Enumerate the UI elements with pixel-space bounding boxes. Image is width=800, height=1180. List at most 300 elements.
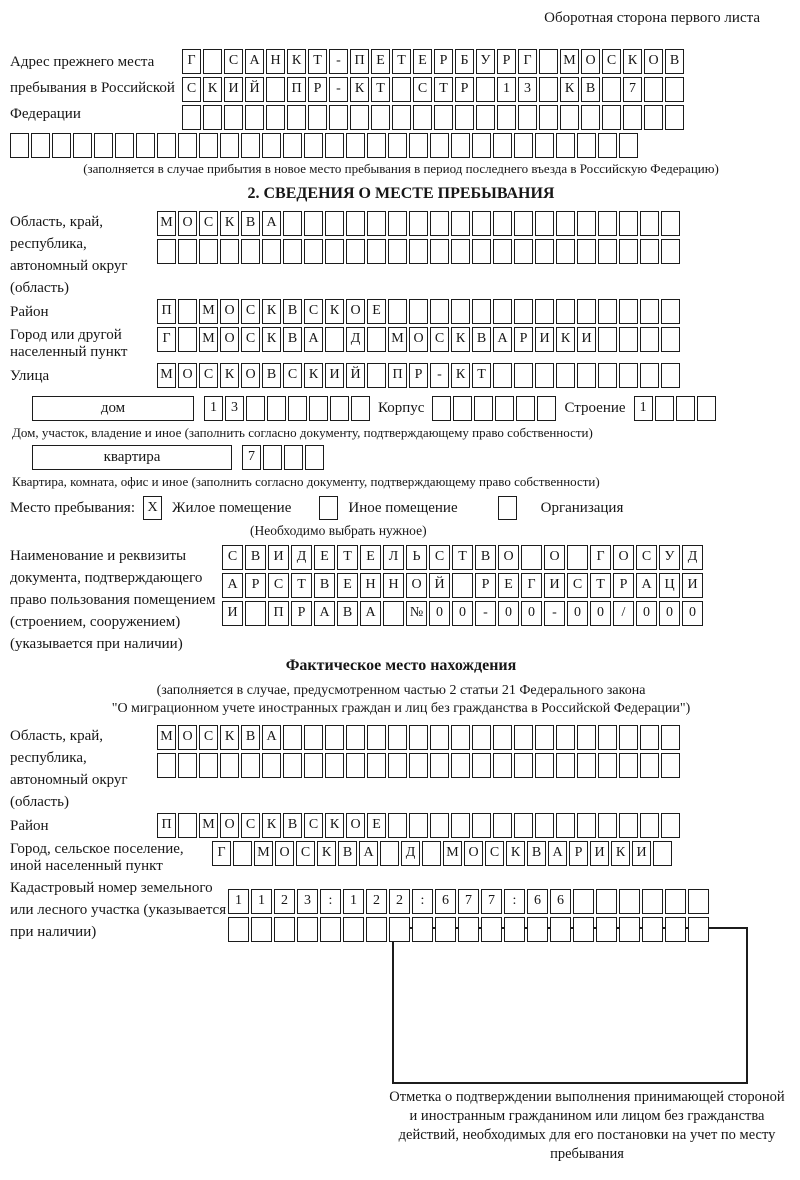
- char-cell: [556, 363, 575, 388]
- char-cell: -: [475, 601, 496, 626]
- char-cell: [556, 753, 575, 778]
- char-cell: [619, 133, 638, 158]
- char-cell: [241, 753, 260, 778]
- region-row-2: [157, 239, 680, 264]
- street-label: Улица: [10, 368, 50, 384]
- char-cell: [535, 299, 554, 324]
- char-cell: А: [304, 327, 323, 352]
- char-cell: [178, 753, 197, 778]
- char-cell: [409, 299, 428, 324]
- fact-title: Фактическое место нахождения: [285, 657, 517, 674]
- char-cell: [351, 396, 370, 421]
- char-cell: Е: [413, 49, 432, 74]
- char-cell: Е: [314, 545, 335, 570]
- char-cell: О: [220, 813, 239, 838]
- char-cell: В: [337, 601, 358, 626]
- street-block: [10, 363, 792, 391]
- char-cell: [380, 841, 399, 866]
- char-cell: [642, 917, 663, 942]
- char-cell: [388, 753, 407, 778]
- fact-district-row: [157, 813, 680, 838]
- char-cell: [596, 889, 617, 914]
- char-cell: [325, 133, 344, 158]
- char-cell: 7: [481, 889, 502, 914]
- char-cell: [602, 105, 621, 130]
- char-cell: В: [283, 813, 302, 838]
- char-cell: [388, 133, 407, 158]
- char-cell: [283, 133, 302, 158]
- char-cell: [665, 105, 684, 130]
- char-cell: [661, 239, 680, 264]
- doc-grid: [222, 545, 703, 629]
- char-cell: [245, 601, 266, 626]
- char-cell: [367, 239, 386, 264]
- char-cell: [274, 917, 295, 942]
- char-cell: М: [254, 841, 273, 866]
- char-cell: К: [623, 49, 642, 74]
- char-cell: О: [613, 545, 634, 570]
- char-cell: С: [567, 573, 588, 598]
- char-cell: [383, 601, 404, 626]
- char-cell: [598, 299, 617, 324]
- house-box-label: дом: [32, 396, 194, 421]
- char-cell: 0: [429, 601, 450, 626]
- char-cell: [451, 299, 470, 324]
- char-cell: [266, 77, 285, 102]
- char-cell: [325, 725, 344, 750]
- char-cell: [178, 133, 197, 158]
- char-cell: [430, 725, 449, 750]
- char-cell: С: [283, 363, 302, 388]
- fact-city-row: [212, 841, 672, 866]
- char-cell: -: [329, 77, 348, 102]
- char-cell: [241, 133, 260, 158]
- char-cell: К: [556, 327, 575, 352]
- char-cell: [474, 396, 493, 421]
- char-cell: [661, 363, 680, 388]
- char-cell: [493, 133, 512, 158]
- char-cell: 2: [389, 889, 410, 914]
- char-cell: Т: [337, 545, 358, 570]
- char-cell: М: [157, 363, 176, 388]
- prev-address-label: Адрес прежнего места пребывания в Российской Федерации: [10, 54, 175, 122]
- char-cell: [556, 211, 575, 236]
- apartment-block: [10, 445, 792, 473]
- char-cell: [535, 363, 554, 388]
- district-block: [10, 299, 792, 327]
- prev-address-row-4: [10, 133, 792, 158]
- char-cell: Р: [245, 573, 266, 598]
- char-cell: Д: [401, 841, 420, 866]
- char-cell: 0: [659, 601, 680, 626]
- stay-type-option-other: Иное помещение: [348, 499, 458, 516]
- header-note: Оборотная сторона первого листа: [544, 10, 760, 26]
- char-cell: Г: [518, 49, 537, 74]
- char-cell: 3: [297, 889, 318, 914]
- char-cell: [367, 327, 386, 352]
- char-cell: 1: [228, 889, 249, 914]
- stamp-area: [386, 927, 788, 1164]
- char-cell: С: [222, 545, 243, 570]
- char-cell: [430, 133, 449, 158]
- char-cell: [267, 396, 286, 421]
- char-cell: [288, 396, 307, 421]
- char-cell: О: [178, 725, 197, 750]
- char-cell: 0: [636, 601, 657, 626]
- char-cell: [203, 105, 222, 130]
- cadastre-grid: [228, 877, 709, 945]
- char-cell: [115, 133, 134, 158]
- char-cell: Л: [383, 545, 404, 570]
- char-cell: И: [544, 573, 565, 598]
- char-cell: 0: [498, 601, 519, 626]
- char-cell: [537, 396, 556, 421]
- char-cell: О: [241, 363, 260, 388]
- char-cell: У: [659, 545, 680, 570]
- char-cell: В: [581, 77, 600, 102]
- char-cell: Т: [452, 545, 473, 570]
- char-cell: [94, 133, 113, 158]
- char-cell: [157, 753, 176, 778]
- char-cell: [305, 445, 324, 470]
- char-cell: Г: [521, 573, 542, 598]
- char-cell: [283, 725, 302, 750]
- char-cell: [539, 77, 558, 102]
- char-cell: В: [241, 211, 260, 236]
- char-cell: [409, 211, 428, 236]
- char-cell: [432, 396, 451, 421]
- char-cell: [246, 396, 265, 421]
- char-cell: [304, 725, 323, 750]
- stay-type-checkbox-residential: X: [143, 496, 162, 520]
- char-cell: Т: [472, 363, 491, 388]
- char-cell: [619, 211, 638, 236]
- stay-type-option-residential: Жилое помещение: [172, 499, 292, 516]
- char-cell: В: [472, 327, 491, 352]
- char-cell: [514, 133, 533, 158]
- char-cell: Г: [182, 49, 201, 74]
- char-cell: О: [409, 327, 428, 352]
- char-cell: П: [350, 49, 369, 74]
- char-cell: [453, 396, 472, 421]
- char-cell: [514, 363, 533, 388]
- stroenie-cells: [634, 396, 716, 421]
- house-cells: [204, 396, 370, 421]
- char-cell: Г: [590, 545, 611, 570]
- char-cell: А: [245, 49, 264, 74]
- char-cell: К: [262, 813, 281, 838]
- char-cell: [157, 133, 176, 158]
- city-label: Город или другой населенный пункт: [10, 327, 128, 360]
- char-cell: [476, 105, 495, 130]
- char-cell: [644, 105, 663, 130]
- char-cell: [577, 299, 596, 324]
- char-cell: 7: [242, 445, 261, 470]
- char-cell: 0: [682, 601, 703, 626]
- char-cell: [623, 105, 642, 130]
- char-cell: Т: [291, 573, 312, 598]
- char-cell: [539, 105, 558, 130]
- char-cell: А: [636, 573, 657, 598]
- char-cell: П: [157, 813, 176, 838]
- char-cell: Т: [392, 49, 411, 74]
- char-cell: В: [283, 299, 302, 324]
- char-cell: [581, 105, 600, 130]
- char-cell: [514, 211, 533, 236]
- char-cell: А: [493, 327, 512, 352]
- char-cell: [73, 133, 92, 158]
- char-cell: [493, 753, 512, 778]
- char-cell: М: [199, 813, 218, 838]
- char-cell: Е: [367, 299, 386, 324]
- region-row-1: [157, 211, 680, 236]
- char-cell: О: [346, 813, 365, 838]
- char-cell: [157, 239, 176, 264]
- char-cell: А: [548, 841, 567, 866]
- region-grid: [157, 211, 680, 267]
- apartment-box-label: квартира: [32, 445, 232, 470]
- char-cell: [573, 917, 594, 942]
- char-cell: [567, 545, 588, 570]
- char-cell: [203, 49, 222, 74]
- region-block: [10, 211, 792, 299]
- char-cell: [178, 239, 197, 264]
- char-cell: И: [268, 545, 289, 570]
- char-cell: А: [360, 601, 381, 626]
- char-cell: К: [287, 49, 306, 74]
- stay-type-label: Место пребывания:: [10, 499, 135, 516]
- fact-region-block: [10, 725, 792, 813]
- char-cell: В: [475, 545, 496, 570]
- char-cell: [346, 725, 365, 750]
- char-cell: [550, 917, 571, 942]
- char-cell: [388, 725, 407, 750]
- char-cell: Р: [514, 327, 533, 352]
- char-cell: П: [388, 363, 407, 388]
- char-cell: О: [464, 841, 483, 866]
- city-block: [10, 327, 792, 361]
- char-cell: А: [314, 601, 335, 626]
- char-cell: [434, 105, 453, 130]
- char-cell: [619, 239, 638, 264]
- char-cell: [388, 239, 407, 264]
- char-cell: С: [430, 327, 449, 352]
- char-cell: 1: [204, 396, 223, 421]
- char-cell: Р: [569, 841, 588, 866]
- char-cell: [661, 753, 680, 778]
- char-cell: [350, 105, 369, 130]
- char-cell: 0: [590, 601, 611, 626]
- char-cell: И: [535, 327, 554, 352]
- char-cell: [409, 133, 428, 158]
- char-cell: [676, 396, 695, 421]
- char-cell: -: [329, 49, 348, 74]
- char-cell: [598, 725, 617, 750]
- char-cell: Е: [498, 573, 519, 598]
- char-cell: [330, 396, 349, 421]
- char-cell: [640, 239, 659, 264]
- char-cell: [304, 211, 323, 236]
- char-cell: К: [611, 841, 630, 866]
- char-cell: [430, 239, 449, 264]
- char-cell: [136, 133, 155, 158]
- char-cell: [320, 917, 341, 942]
- char-cell: К: [203, 77, 222, 102]
- char-cell: К: [350, 77, 369, 102]
- char-cell: 0: [452, 601, 473, 626]
- char-cell: Р: [497, 49, 516, 74]
- char-cell: [661, 299, 680, 324]
- char-cell: [619, 299, 638, 324]
- char-cell: 1: [634, 396, 653, 421]
- char-cell: [665, 77, 684, 102]
- region-label: Область, край, республика, автономный округ (область): [10, 214, 128, 296]
- char-cell: Е: [371, 49, 390, 74]
- char-cell: :: [320, 889, 341, 914]
- char-cell: [346, 239, 365, 264]
- char-cell: [346, 753, 365, 778]
- char-cell: [688, 917, 709, 942]
- char-cell: [472, 725, 491, 750]
- fact-district-block: [10, 813, 792, 841]
- char-cell: [263, 445, 282, 470]
- char-cell: [228, 917, 249, 942]
- char-cell: [619, 327, 638, 352]
- char-cell: [556, 813, 575, 838]
- char-cell: [539, 49, 558, 74]
- char-cell: [430, 813, 449, 838]
- char-cell: [366, 917, 387, 942]
- char-cell: [521, 545, 542, 570]
- char-cell: А: [262, 725, 281, 750]
- char-cell: В: [283, 327, 302, 352]
- char-cell: В: [314, 573, 335, 598]
- char-cell: К: [304, 363, 323, 388]
- char-cell: О: [406, 573, 427, 598]
- cadastre-label: Кадастровый номер земельного или лесного участка (указывается при наличии): [10, 880, 227, 940]
- char-cell: [251, 917, 272, 942]
- char-cell: [535, 211, 554, 236]
- char-cell: [535, 133, 554, 158]
- korpus-cells: [432, 396, 556, 421]
- stamp-box: [392, 927, 748, 1084]
- char-cell: С: [304, 813, 323, 838]
- char-cell: М: [199, 327, 218, 352]
- char-cell: [304, 239, 323, 264]
- char-cell: [497, 105, 516, 130]
- char-cell: [182, 105, 201, 130]
- char-cell: [472, 753, 491, 778]
- char-cell: [287, 105, 306, 130]
- char-cell: [413, 105, 432, 130]
- char-cell: О: [644, 49, 663, 74]
- char-cell: [178, 327, 197, 352]
- char-cell: [178, 299, 197, 324]
- char-cell: [241, 239, 260, 264]
- char-cell: М: [157, 211, 176, 236]
- char-cell: В: [665, 49, 684, 74]
- char-cell: А: [359, 841, 378, 866]
- char-cell: [452, 573, 473, 598]
- fact-caption-line2: "О миграционном учете иностранных граждан и лиц без гражданства в Российской Федерации"): [111, 701, 691, 716]
- char-cell: [653, 841, 672, 866]
- char-cell: О: [498, 545, 519, 570]
- char-cell: [199, 239, 218, 264]
- char-cell: [556, 239, 575, 264]
- char-cell: [392, 77, 411, 102]
- char-cell: [514, 239, 533, 264]
- char-cell: [451, 239, 470, 264]
- char-cell: Т: [434, 77, 453, 102]
- char-cell: [577, 725, 596, 750]
- char-cell: Р: [455, 77, 474, 102]
- stay-type-option-organization: Организация: [540, 499, 624, 516]
- char-cell: [472, 133, 491, 158]
- street-row: [157, 363, 680, 388]
- char-cell: [640, 363, 659, 388]
- char-cell: [367, 725, 386, 750]
- char-cell: [297, 917, 318, 942]
- char-cell: Т: [590, 573, 611, 598]
- char-cell: Н: [360, 573, 381, 598]
- doc-label: Наименование и реквизиты документа, подтверждающего право пользования помещением (строением, сооружением) (указывается при наличии): [10, 548, 216, 652]
- char-cell: [451, 725, 470, 750]
- char-cell: [688, 889, 709, 914]
- char-cell: [661, 813, 680, 838]
- char-cell: [346, 133, 365, 158]
- char-cell: [329, 105, 348, 130]
- char-cell: [598, 239, 617, 264]
- doc-row-1: [222, 545, 703, 570]
- char-cell: [602, 77, 621, 102]
- char-cell: [199, 133, 218, 158]
- char-cell: [346, 211, 365, 236]
- char-cell: [598, 211, 617, 236]
- char-cell: [367, 363, 386, 388]
- char-cell: [451, 211, 470, 236]
- char-cell: [367, 753, 386, 778]
- char-cell: [472, 813, 491, 838]
- char-cell: [31, 133, 50, 158]
- char-cell: [535, 753, 554, 778]
- korpus-label: Корпус: [378, 400, 425, 416]
- char-cell: И: [224, 77, 243, 102]
- fact-region-label: Область, край, республика, автономный округ (область): [10, 728, 128, 810]
- char-cell: 6: [550, 889, 571, 914]
- char-cell: С: [268, 573, 289, 598]
- char-cell: [577, 753, 596, 778]
- char-cell: К: [451, 327, 470, 352]
- char-cell: С: [429, 545, 450, 570]
- char-cell: [481, 917, 502, 942]
- char-cell: [504, 917, 525, 942]
- char-cell: И: [590, 841, 609, 866]
- char-cell: Т: [371, 77, 390, 102]
- char-cell: [266, 105, 285, 130]
- char-cell: Р: [434, 49, 453, 74]
- char-cell: Ь: [406, 545, 427, 570]
- char-cell: О: [178, 211, 197, 236]
- char-cell: 1: [343, 889, 364, 914]
- char-cell: [598, 363, 617, 388]
- char-cell: [220, 753, 239, 778]
- char-cell: К: [262, 327, 281, 352]
- char-cell: К: [220, 363, 239, 388]
- char-cell: О: [220, 299, 239, 324]
- char-cell: [392, 105, 411, 130]
- char-cell: С: [199, 211, 218, 236]
- char-cell: [556, 725, 575, 750]
